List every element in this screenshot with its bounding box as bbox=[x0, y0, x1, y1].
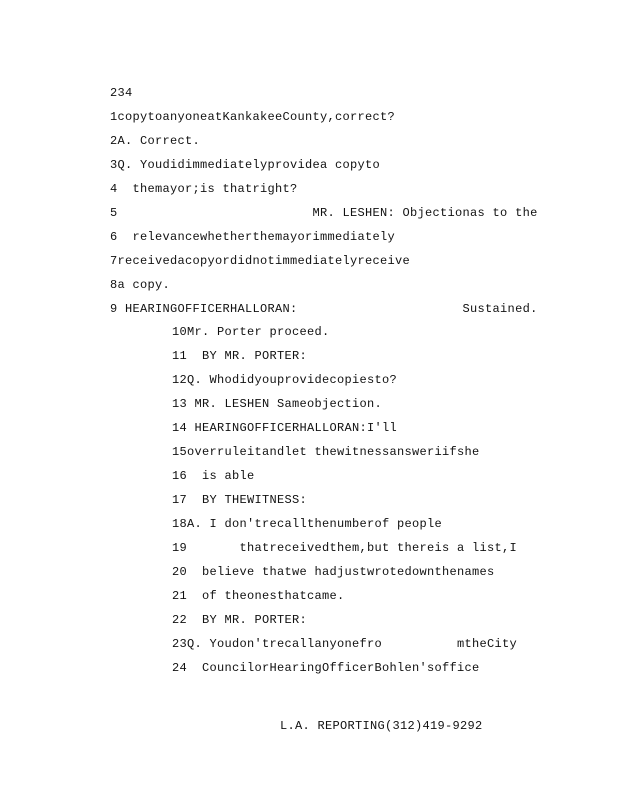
transcript-line-2: 2A. Correct. bbox=[110, 134, 201, 148]
transcript-line-11: 11 BY MR. PORTER: bbox=[172, 349, 308, 363]
transcript-line-7: 7receivedacopyordidnotimmediatelyreceive bbox=[110, 254, 411, 268]
transcript-line-5: 5 MR. LESHEN: Objectionas to the bbox=[110, 206, 538, 220]
transcript-line-10: 10Mr. Porter proceed. bbox=[172, 325, 330, 339]
transcript-line-8: 8a copy. bbox=[110, 278, 171, 292]
transcript-line-9: 9 HEARINGOFFICERHALLORAN: Sustained. bbox=[110, 302, 538, 316]
transcript-line-21: 21 of theonesthatcame. bbox=[172, 589, 345, 603]
transcript-line-22: 22 BY MR. PORTER: bbox=[172, 613, 308, 627]
transcript-line-14: 14 HEARINGOFFICERHALLORAN:I'll bbox=[172, 421, 398, 435]
transcript-line-3: 3Q. Youdidimmediatelyprovidea copyto bbox=[110, 158, 381, 172]
transcript-line-24: 24 CouncilorHearingOfficerBohlen'soffice bbox=[172, 661, 480, 675]
transcript-line-18: 18A. I don'trecallthenumberof people bbox=[172, 517, 443, 531]
transcript-line-4: 4 themayor;is thatright? bbox=[110, 182, 298, 196]
transcript-line-12: 12Q. Whodidyouprovidecopiesto? bbox=[172, 373, 398, 387]
page-footer: L.A. REPORTING(312)419-9292 bbox=[280, 719, 483, 733]
transcript-line-13: 13 MR. LESHEN Sameobjection. bbox=[172, 397, 383, 411]
transcript-line-20: 20 believe thatwe hadjustwrotedownthenames bbox=[172, 565, 495, 579]
page-number: 234 bbox=[110, 86, 133, 100]
transcript-line-15: 15overruleitandlet thewitnessansweriifshe bbox=[172, 445, 480, 459]
transcript-line-6: 6 relevancewhetherthemayorimmediately bbox=[110, 230, 396, 244]
transcript-line-19: 19 thatreceivedthem,but thereis a list,I bbox=[172, 541, 518, 555]
transcript-line-23: 23Q. Youdon'trecallanyonefro mtheCity bbox=[172, 637, 518, 651]
transcript-line-16: 16 is able bbox=[172, 469, 255, 483]
transcript-line-1: 1copytoanyoneatKankakeeCounty,correct? bbox=[110, 110, 396, 124]
transcript-line-17: 17 BY THEWITNESS: bbox=[172, 493, 308, 507]
